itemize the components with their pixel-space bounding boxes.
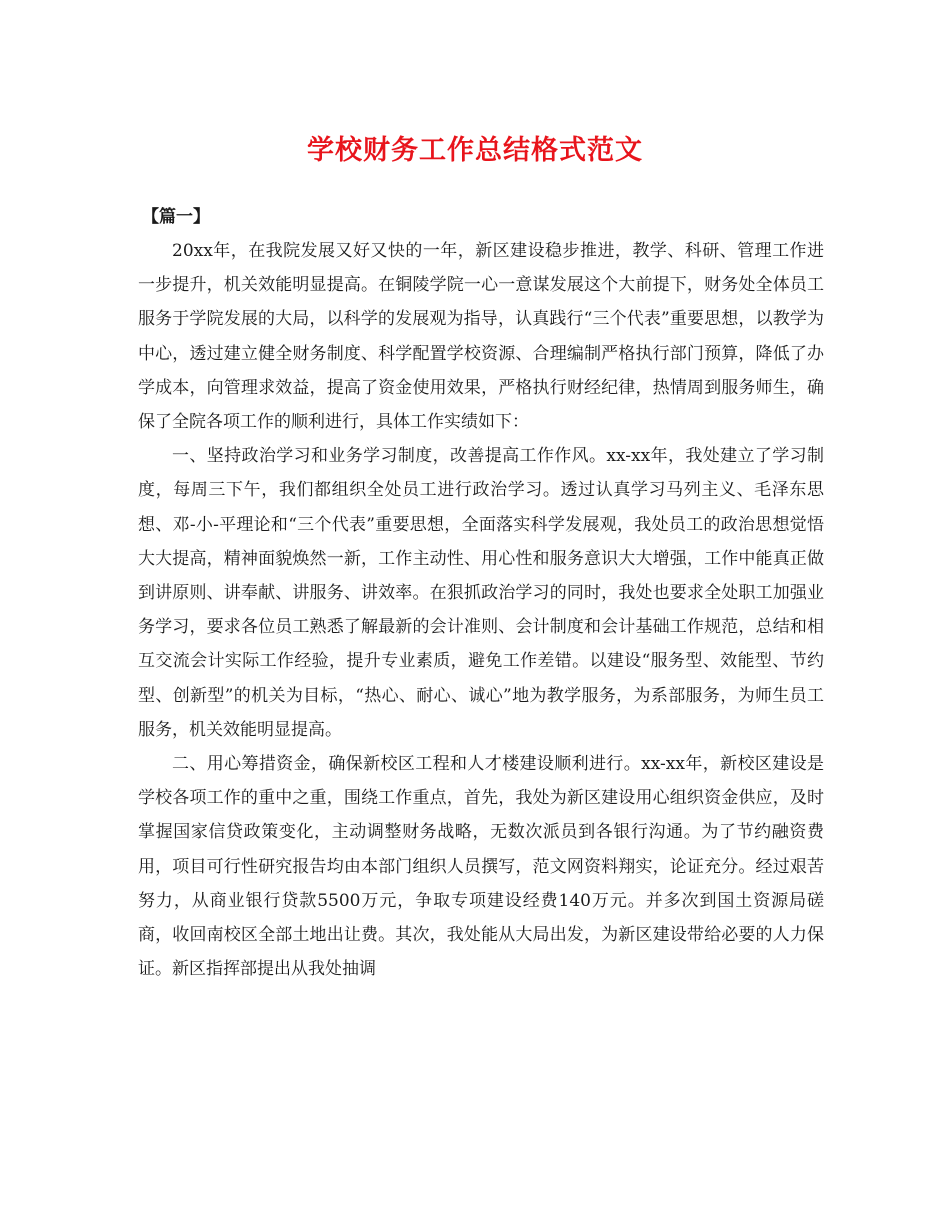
section-label: 【篇一】 [142,207,210,227]
paragraph-point-two: 二、用心筹措资金，确保新校区工程和人才楼建设顺利进行。xx-xx年，新校区建设是学校各项工作的重中之重，围绕工作重点，首先，我处为新区建设用心组织资金供应，及时掌握国家信贷政策变化，主动调整财务战略，无数次派员到各银行沟通。为了节约融资费用，项目可行性研究报告均由本部门组织人员撰写，范文网资料翔实，论证充分。经过艰苦努力，从商业银行贷款5500万元，争取专项建设经费140万元。并多次到国土资源局磋商，收回南校区全部土地出让费。其次，我处能从大局出发，为新区建设带给必要的人力保证。新区指挥部提出从我处抽调 [138,754,824,980]
document-title: 学校财务工作总结格式范文 [307,135,643,166]
paragraph-intro: 20xx年，在我院发展又好又快的一年，新区建设稳步推进，教学、科研、管理工作进一步提升，机关效能明显提高。在铜陵学院一心一意谋发展这个大前提下，财务处全体员工服务于学院发展的大局，以科学的发展观为指导，认真践行“三个代表”重要思想，以教学为中心，透过建立健全财务制度、科学配置学校资源、合理编制严格执行部门预算，降低了办学成本，向管理求效益，提高了资金使用效果，严格执行财经纪律，热情周到服务师生，确保了全院各项工作的顺利进行，具体工作实绩如下： [138,241,824,433]
paragraph-point-one: 一、坚持政治学习和业务学习制度，改善提高工作作风。xx-xx年，我处建立了学习制度，每周三下午，我们都组织全处员工进行政治学习。透过认真学习马列主义、毛泽东思想、邓-小-平理论和“三个代表”重要思想，全面落实科学发展观，我处员工的政治思想觉悟大大提高，精神面貌焕然一新，工作主动性、用心性和服务意识大大增强，工作中能真正做到讲原则、讲奉献、讲服务、讲效率。在狠抓政治学习的同时，我处也要求全处职工加强业务学习，要求各位员工熟悉了解最新的会计准则、会计制度和会计基础工作规范，总结和相互交流会计实际工作经验，提升专业素质，避免工作差错。以建设“服务型、效能型、节约型、创新型”的机关为目标，“热心、耐心、诚心”地为教学服务，为系部服务，为师生员工服务，机关效能明显提高。 [138,446,824,740]
document-body [138,200,824,986]
